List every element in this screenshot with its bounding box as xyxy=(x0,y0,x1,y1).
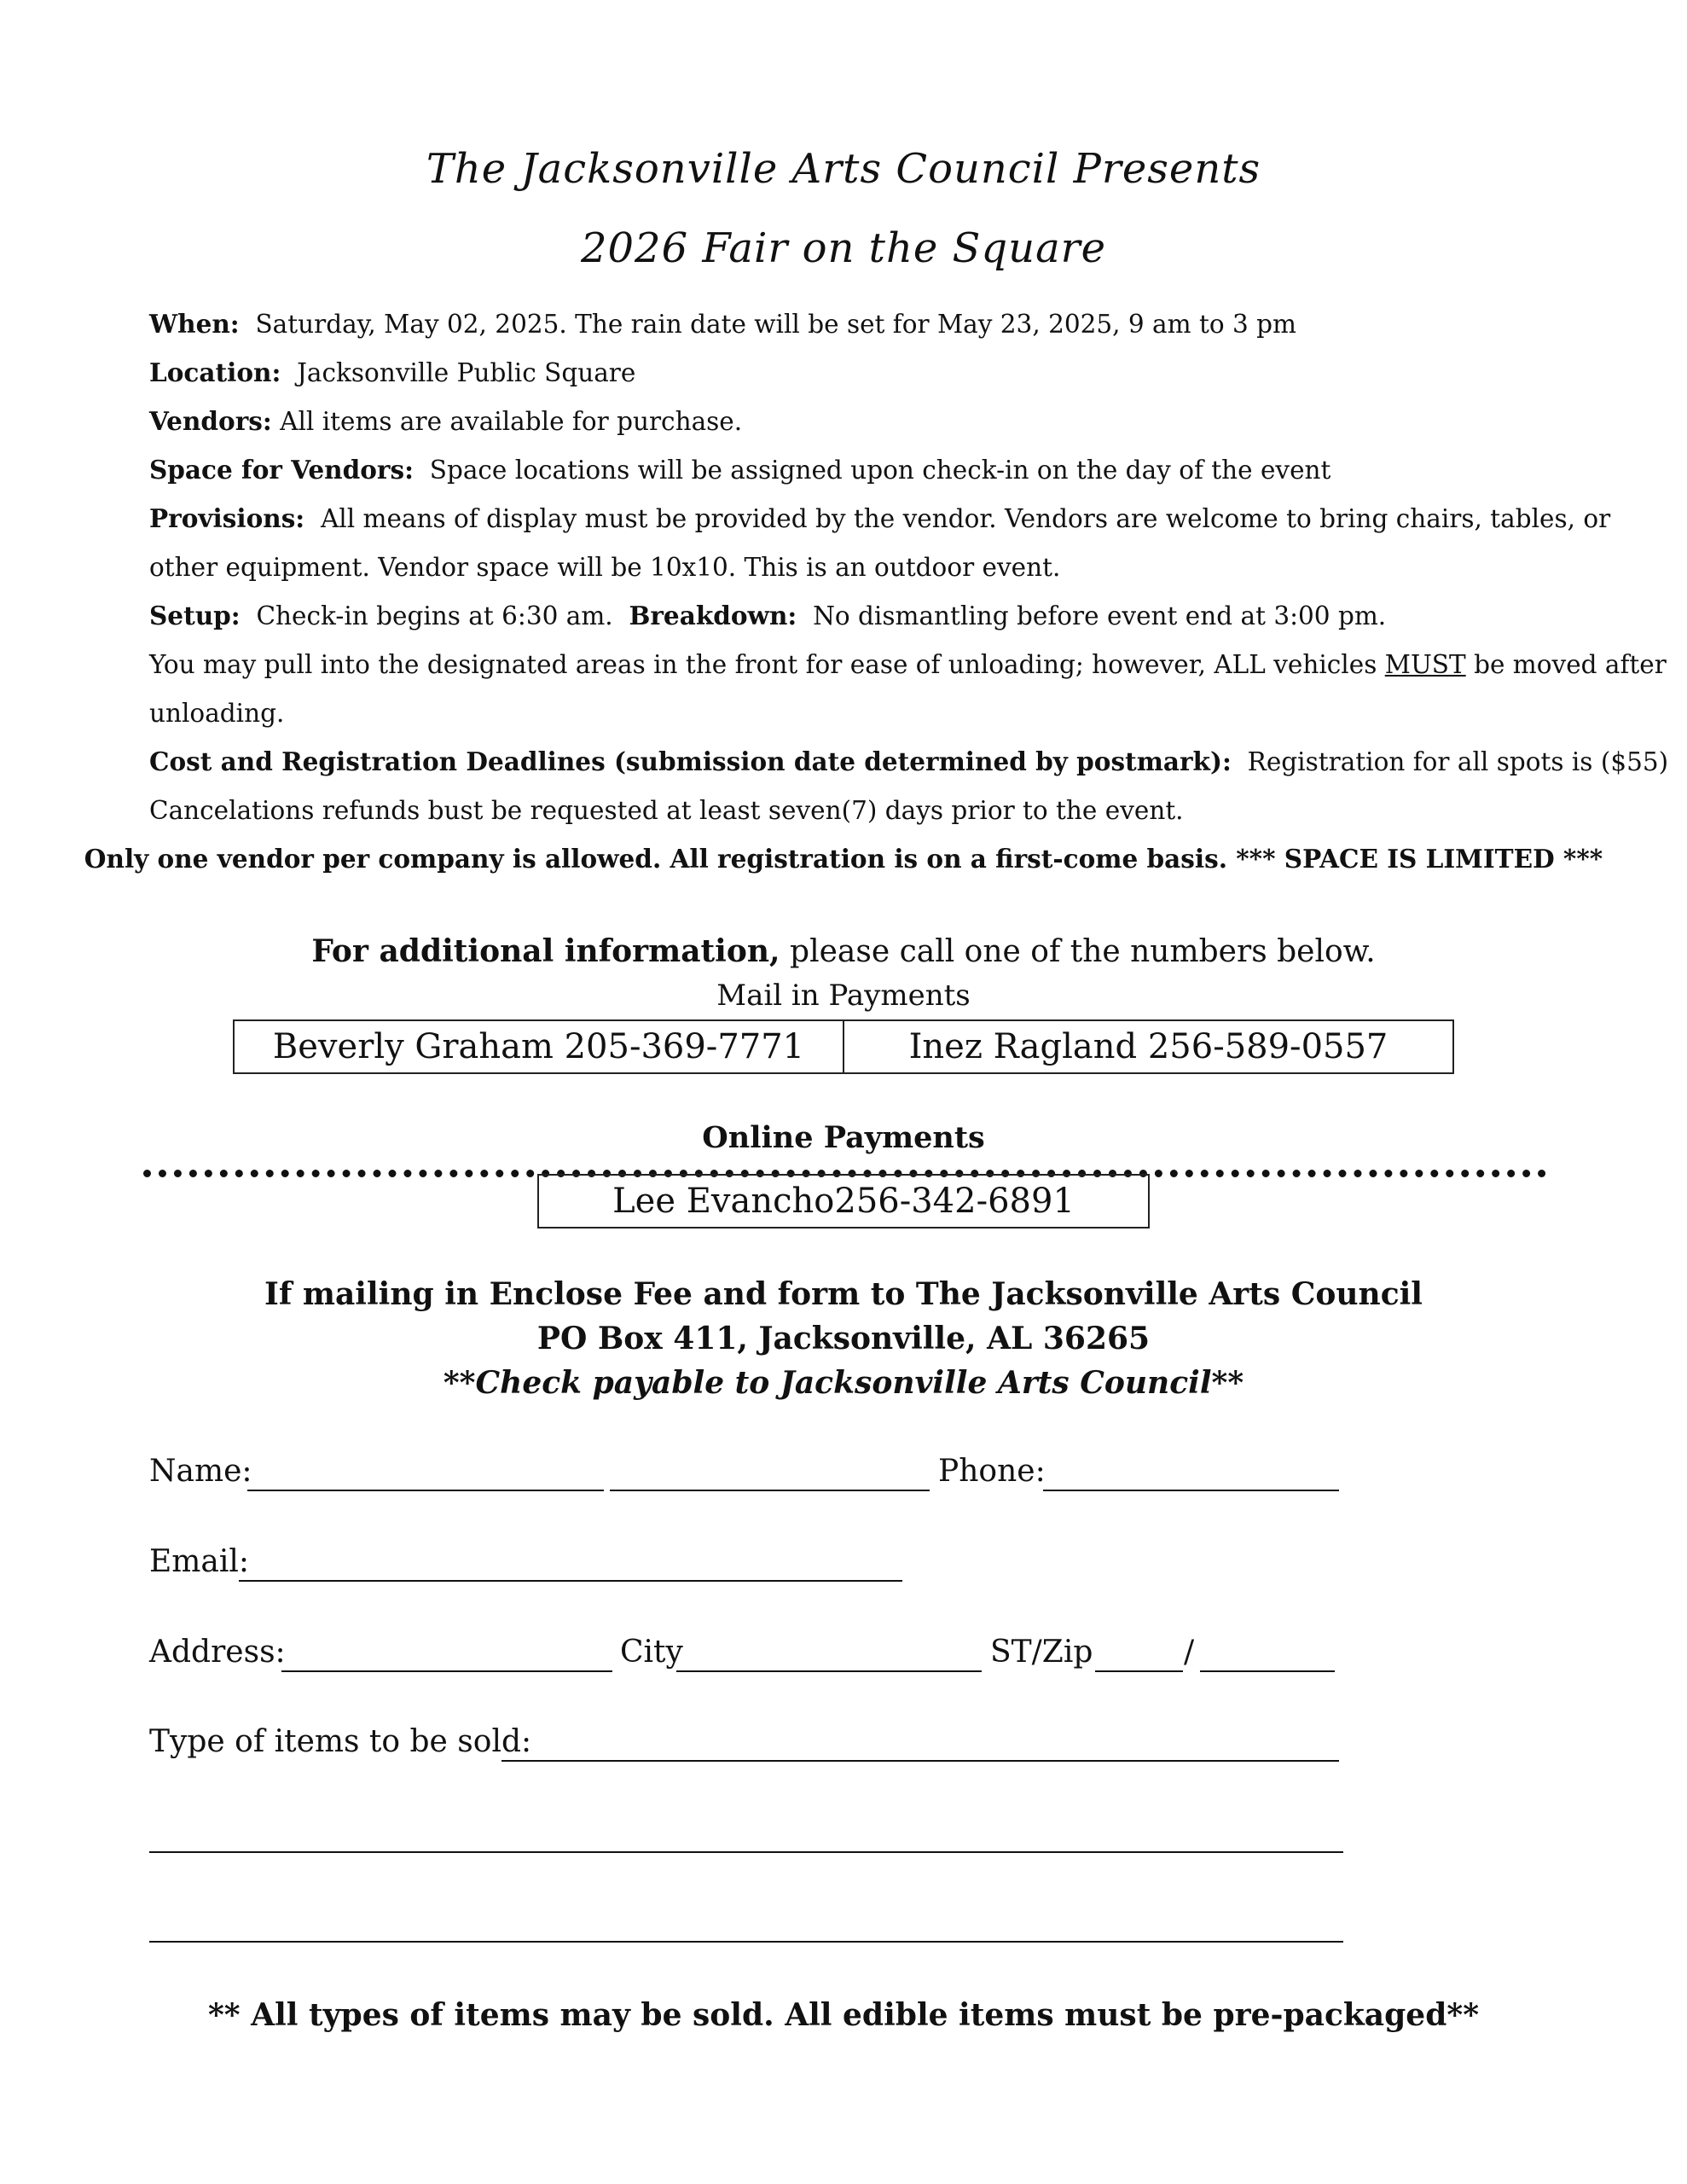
footer-note: ** All types of items may be sold. All edible items must be pre-packaged** xyxy=(207,1997,1480,2033)
state-field[interactable] xyxy=(1095,1670,1183,1672)
setup-label: Setup: xyxy=(149,601,241,630)
provisions-text-2: other equipment. Vendor space will be 10x10. This is an outdoor event. xyxy=(149,553,1061,582)
email-label: Email: xyxy=(149,1544,250,1579)
cost-line xyxy=(149,745,1668,779)
email-field[interactable] xyxy=(239,1580,902,1582)
items-label: Type of items to be sold: xyxy=(149,1724,532,1759)
event-title: 2026 Fair on the Square xyxy=(580,224,1107,272)
info-line xyxy=(0,932,1687,971)
items-field-line-3[interactable] xyxy=(149,1941,1343,1943)
location-line xyxy=(149,356,635,390)
unload-line-2 xyxy=(149,696,284,730)
items-field-line-2[interactable] xyxy=(149,1851,1343,1853)
space-text: Space locations will be assigned upon check-in on the day of the event xyxy=(429,456,1331,485)
online-contact: Lee Evancho256-342-6891 xyxy=(612,1182,1075,1221)
breakdown-label: Breakdown: xyxy=(629,601,797,630)
when-line xyxy=(149,307,1296,341)
vendors-text: All items are available for purchase. xyxy=(280,407,743,436)
setup-text: Check-in begins at 6:30 am. xyxy=(256,601,613,630)
name-label: Name: xyxy=(149,1454,252,1489)
unload-text-c: unloading. xyxy=(149,699,285,728)
provisions-line-2 xyxy=(149,550,1060,584)
cancel-line xyxy=(149,793,1184,828)
breakdown-text: No dismantling before event end at 3:00 pm. xyxy=(813,601,1387,630)
city-field[interactable] xyxy=(676,1670,982,1672)
cost-label: Cost and Registration Deadlines (submission date determined by postmark): xyxy=(149,746,1232,776)
setup-line xyxy=(149,599,1386,633)
unload-line xyxy=(149,648,1667,682)
online-payments-heading: Online Payments xyxy=(702,1120,985,1155)
city-label: City xyxy=(620,1635,683,1670)
vendors-label: Vendors: xyxy=(149,406,272,436)
location-label: Location: xyxy=(149,357,281,387)
space-line xyxy=(149,453,1330,487)
cost-text: Registration for all spots is ($55) xyxy=(1247,747,1669,776)
unload-text-a: You may pull into the designated areas in the front for ease of unloading; however, ALL vehicles xyxy=(149,650,1377,679)
phone-label: Phone: xyxy=(938,1454,1046,1489)
page-title: The Jacksonville Arts Council Presents xyxy=(426,145,1261,193)
mail-payments-heading: Mail in Payments xyxy=(716,979,971,1013)
location-text: Jacksonville Public Square xyxy=(297,358,636,387)
vendors-line xyxy=(149,404,742,439)
mailing-address: PO Box 411, Jacksonville, AL 36265 xyxy=(536,1321,1151,1356)
address-label: Address: xyxy=(149,1635,286,1670)
unload-must: MUST xyxy=(1384,650,1466,679)
items-field-line-1[interactable] xyxy=(501,1760,1339,1762)
provisions-text: All means of display must be provided by the vendor. Vendors are welcome to bring chairs, tables, or xyxy=(320,504,1611,533)
name-field-last[interactable] xyxy=(610,1490,930,1491)
address-field[interactable] xyxy=(281,1670,612,1672)
when-label: When: xyxy=(149,309,240,339)
check-payable-note: **Check payable to Jacksonville Arts Council** xyxy=(443,1365,1244,1401)
mail-contact-box-2 xyxy=(843,1019,1454,1074)
phone-field[interactable] xyxy=(1043,1490,1339,1491)
mail-contact-2: Inez Ragland 256-589-0557 xyxy=(908,1027,1388,1066)
info-bold: For additional information, xyxy=(311,933,780,969)
info-text: please call one of the numbers below. xyxy=(790,934,1376,969)
online-contact-box xyxy=(537,1174,1150,1228)
when-text: Saturday, May 02, 2025. The rain date will be set for May 23, 2025, 9 am to 3 pm xyxy=(255,310,1296,339)
mail-contact-1: Beverly Graham 205-369-7771 xyxy=(272,1027,805,1066)
zip-field[interactable] xyxy=(1200,1670,1335,1672)
stzip-separator: / xyxy=(1184,1635,1195,1670)
mail-contact-box-1 xyxy=(233,1019,844,1074)
provisions-line xyxy=(149,502,1610,536)
unload-text-b: be moved after xyxy=(1474,650,1667,679)
provisions-label: Provisions: xyxy=(149,503,305,533)
cancel-text: Cancelations refunds bust be requested at least seven(7) days prior to the event. xyxy=(149,796,1184,825)
stzip-label: ST/Zip xyxy=(990,1635,1093,1670)
mailing-line-1: If mailing in Enclose Fee and form to The Jacksonville Arts Council xyxy=(264,1276,1423,1312)
name-field-first[interactable] xyxy=(247,1490,604,1491)
limit-notice: Only one vendor per company is allowed. All registration is on a first-come basis. *** SPACE IS LIMITED *** xyxy=(84,844,1603,874)
space-label: Space for Vendors: xyxy=(149,455,414,485)
